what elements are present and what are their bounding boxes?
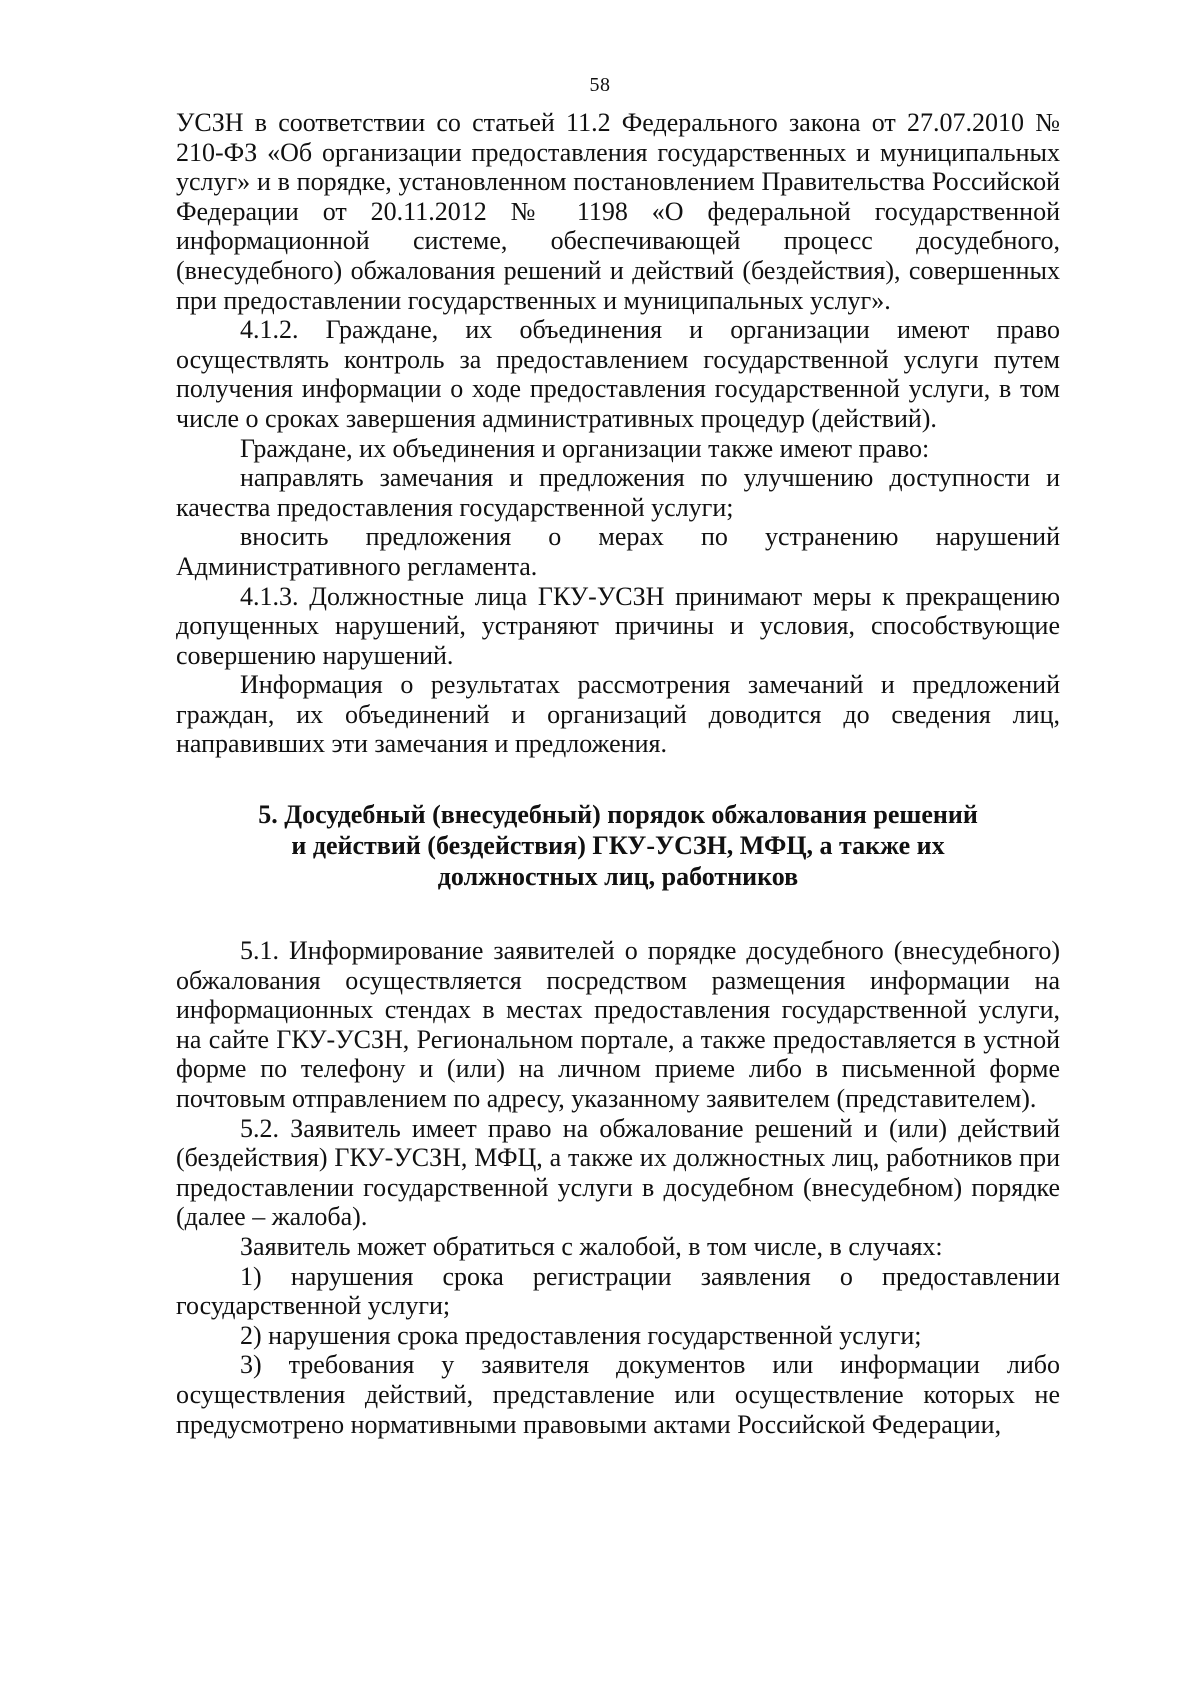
- section-heading-line: должностных лиц, работников: [437, 862, 799, 892]
- list-item: 1) нарушения срока регистрации заявления о предоставлении государственной услуги;: [176, 1261, 1060, 1321]
- paragraph: Информация о результатах рассмотрения замечаний и предложений граждан, их объединений и организаций доводится до сведения лиц, направивших эти замечания и предложения.: [176, 670, 1060, 759]
- paragraph: 5.2. Заявитель имеет право на обжалование решений и (или) действий (бездействия) ГКУ-УСЗН, МФЦ, а также их должностных лиц, работников при предоставлении государственной услуги в досудебном (внесудебном) порядке (далее – жалоба).: [176, 1113, 1060, 1232]
- paragraph: направлять замечания и предложения по улучшению доступности и качества предоставления государственной услуги;: [176, 463, 1060, 522]
- paragraph: вносить предложения о мерах по устранению нарушений Административного регламента.: [176, 522, 1060, 581]
- paragraph: 4.1.2. Граждане, их объединения и организации имеют право осуществлять контроль за предоставлением государственной услуги путем получения информации о ходе предоставления государственной услуги, в том числе о сроках завершения административных процедур (действий).: [176, 315, 1060, 433]
- paragraph: УСЗН в соответствии со статьей 11.2 Федерального закона от 27.07.2010 № 210-ФЗ «Об организации предоставления государственных и муниципальных услуг» и в порядке, установленном постановлением Правительства Российской Федерации от 20.11.2012 № 1198 «О федеральной государственной информационной системе, обеспечивающей процесс досудебного, (внесудебного) обжалования решений и действий (бездействия), совершенных при предоставлении государственных и муниципальных услуг».: [176, 108, 1060, 315]
- section-heading: [176, 799, 1060, 892]
- paragraph: Заявитель может обратиться с жалобой, в том числе, в случаях:: [240, 1232, 943, 1261]
- document-body: [176, 108, 1060, 1439]
- paragraph: Граждане, их объединения и организации также имеют право:: [240, 433, 930, 463]
- list-item: 3) требования у заявителя документов или информации либо осуществления действий, представление или осуществление которых не предусмотрено нормативными правовыми актами Российской Федерации,: [176, 1350, 1060, 1439]
- page-number: 58: [589, 74, 611, 96]
- section-heading-line: 5. Досудебный (внесудебный) порядок обжалования решений: [258, 800, 978, 830]
- paragraph: 4.1.3. Должностные лица ГКУ-УСЗН принимают меры к прекращению допущенных нарушений, устраняют причины и условия, способствующие совершению нарушений.: [176, 581, 1060, 670]
- section-heading-line: и действий (бездействия) ГКУ-УСЗН, МФЦ, а также их: [291, 831, 945, 861]
- paragraph: 5.1. Информирование заявителей о порядке досудебного (внесудебного) обжалования осуществляется посредством размещения информации на информационных стендах в местах предоставления государственной услуги, на сайте ГКУ-УСЗН, Региональном портале, а также предоставляется в устной форме по телефону и (или) на личном приеме либо в письменной форме почтовым отправлением по адресу, указанному заявителем (представителем).: [176, 936, 1060, 1114]
- list-item: 2) нарушения срока предоставления государственной услуги;: [240, 1320, 922, 1350]
